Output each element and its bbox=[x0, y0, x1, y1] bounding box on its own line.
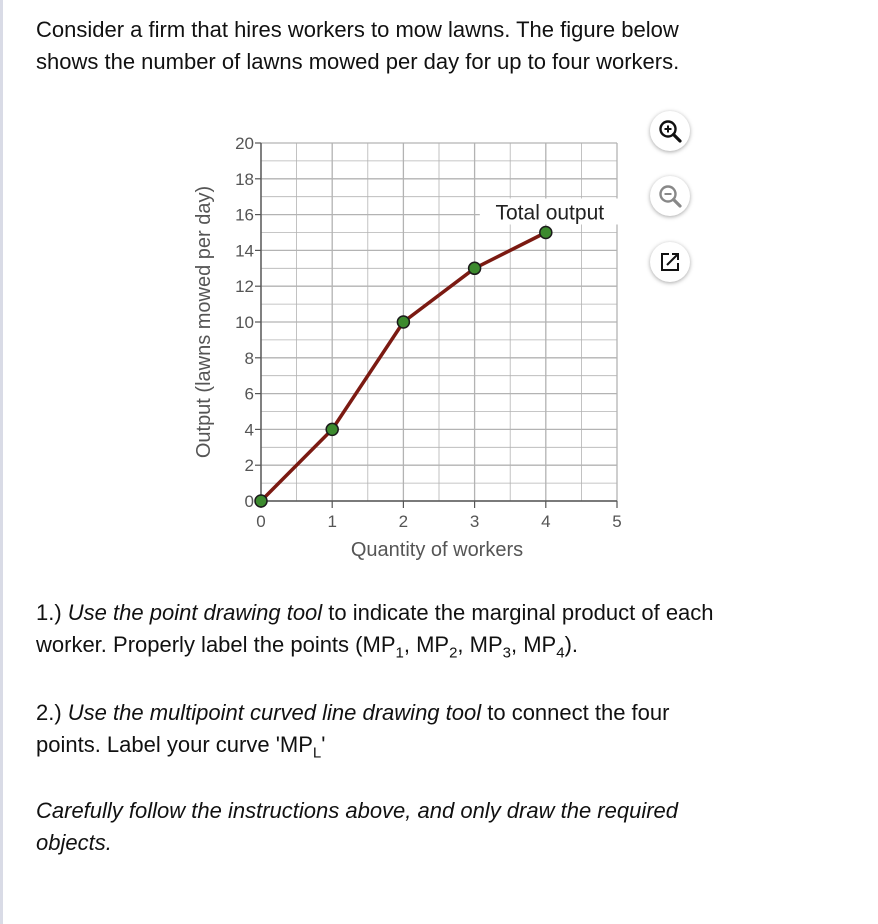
expand-button[interactable] bbox=[650, 242, 690, 282]
zoom-in-icon bbox=[657, 118, 683, 144]
y-tick-label: 12 bbox=[235, 277, 254, 297]
instruction-note bbox=[36, 795, 846, 859]
y-tick-label: 6 bbox=[244, 384, 254, 404]
x-tick-label: 2 bbox=[398, 512, 409, 531]
y-tick-label: 0 bbox=[244, 492, 254, 511]
note-line-2: objects. bbox=[36, 830, 112, 855]
q2-sub: L bbox=[312, 744, 322, 762]
q1-line2-prefix: worker. Properly label the points (MP bbox=[36, 632, 396, 657]
q2-prefix: 2.) bbox=[36, 700, 68, 725]
question-1-line-1 bbox=[36, 597, 846, 629]
x-tick-label: 0 bbox=[256, 512, 266, 531]
data-point bbox=[326, 423, 338, 435]
annotation-total-output: Total output bbox=[495, 201, 605, 225]
question-1-line-2 bbox=[36, 629, 846, 669]
y-axis-title: Output (lawns mowed per day) bbox=[193, 185, 215, 459]
data-point bbox=[255, 495, 267, 507]
q1-rest: to indicate the marginal product of each bbox=[322, 600, 714, 625]
zoom-out-button[interactable] bbox=[650, 176, 690, 216]
q1-tool-name: Use the point drawing tool bbox=[67, 600, 323, 625]
x-tick-label: 5 bbox=[612, 512, 622, 531]
x-tick-label: 4 bbox=[541, 512, 551, 531]
question-2-line-2 bbox=[36, 729, 846, 769]
y-tick-label: 8 bbox=[244, 348, 254, 368]
data-point bbox=[540, 227, 552, 239]
q1-sep-4: , MP bbox=[511, 632, 557, 657]
intro-line-1: Consider a firm that hires workers to mow lawns. The figure below bbox=[36, 17, 679, 42]
y-tick-label: 14 bbox=[235, 241, 254, 261]
q2-close: ' bbox=[321, 732, 326, 757]
q1-sub-1: 1 bbox=[395, 644, 404, 662]
question-1 bbox=[36, 597, 846, 669]
expand-icon bbox=[658, 250, 682, 274]
q1-sub-4: 4 bbox=[556, 644, 565, 662]
y-tick-label: 2 bbox=[244, 456, 254, 476]
y-tick-label: 20 bbox=[235, 134, 254, 153]
q2-line2: points. Label your curve 'MP bbox=[36, 732, 313, 757]
q2-tool-name: Use the multipoint curved line drawing tool bbox=[67, 700, 482, 725]
question-2-line-1 bbox=[36, 697, 846, 729]
question-2 bbox=[36, 697, 846, 769]
y-tick-label: 18 bbox=[235, 169, 254, 189]
y-tick-label: 10 bbox=[235, 313, 254, 332]
x-tick-label: 3 bbox=[469, 512, 480, 531]
data-point bbox=[397, 316, 409, 328]
x-axis-title: Quantity of workers bbox=[350, 539, 524, 561]
y-tick-label: 16 bbox=[235, 205, 254, 225]
q1-sub-3: 3 bbox=[502, 644, 511, 662]
x-tick-label: 1 bbox=[327, 512, 337, 531]
note-line-1: Carefully follow the instructions above, and only draw the required bbox=[36, 798, 679, 823]
zoom-out-icon bbox=[657, 183, 683, 209]
y-tick-label: 4 bbox=[244, 420, 254, 440]
intro-line-2: shows the number of lawns mowed per day for up to four workers. bbox=[36, 49, 680, 74]
q2-rest: to connect the four bbox=[481, 700, 670, 725]
q1-sep-3: , MP bbox=[457, 632, 503, 657]
q1-sep-2: , MP bbox=[403, 632, 450, 657]
q1-close: ). bbox=[564, 632, 579, 657]
zoom-in-button[interactable] bbox=[650, 111, 690, 151]
q1-prefix: 1.) bbox=[36, 600, 68, 625]
q1-sub-2: 2 bbox=[449, 644, 458, 662]
data-point bbox=[469, 262, 481, 274]
